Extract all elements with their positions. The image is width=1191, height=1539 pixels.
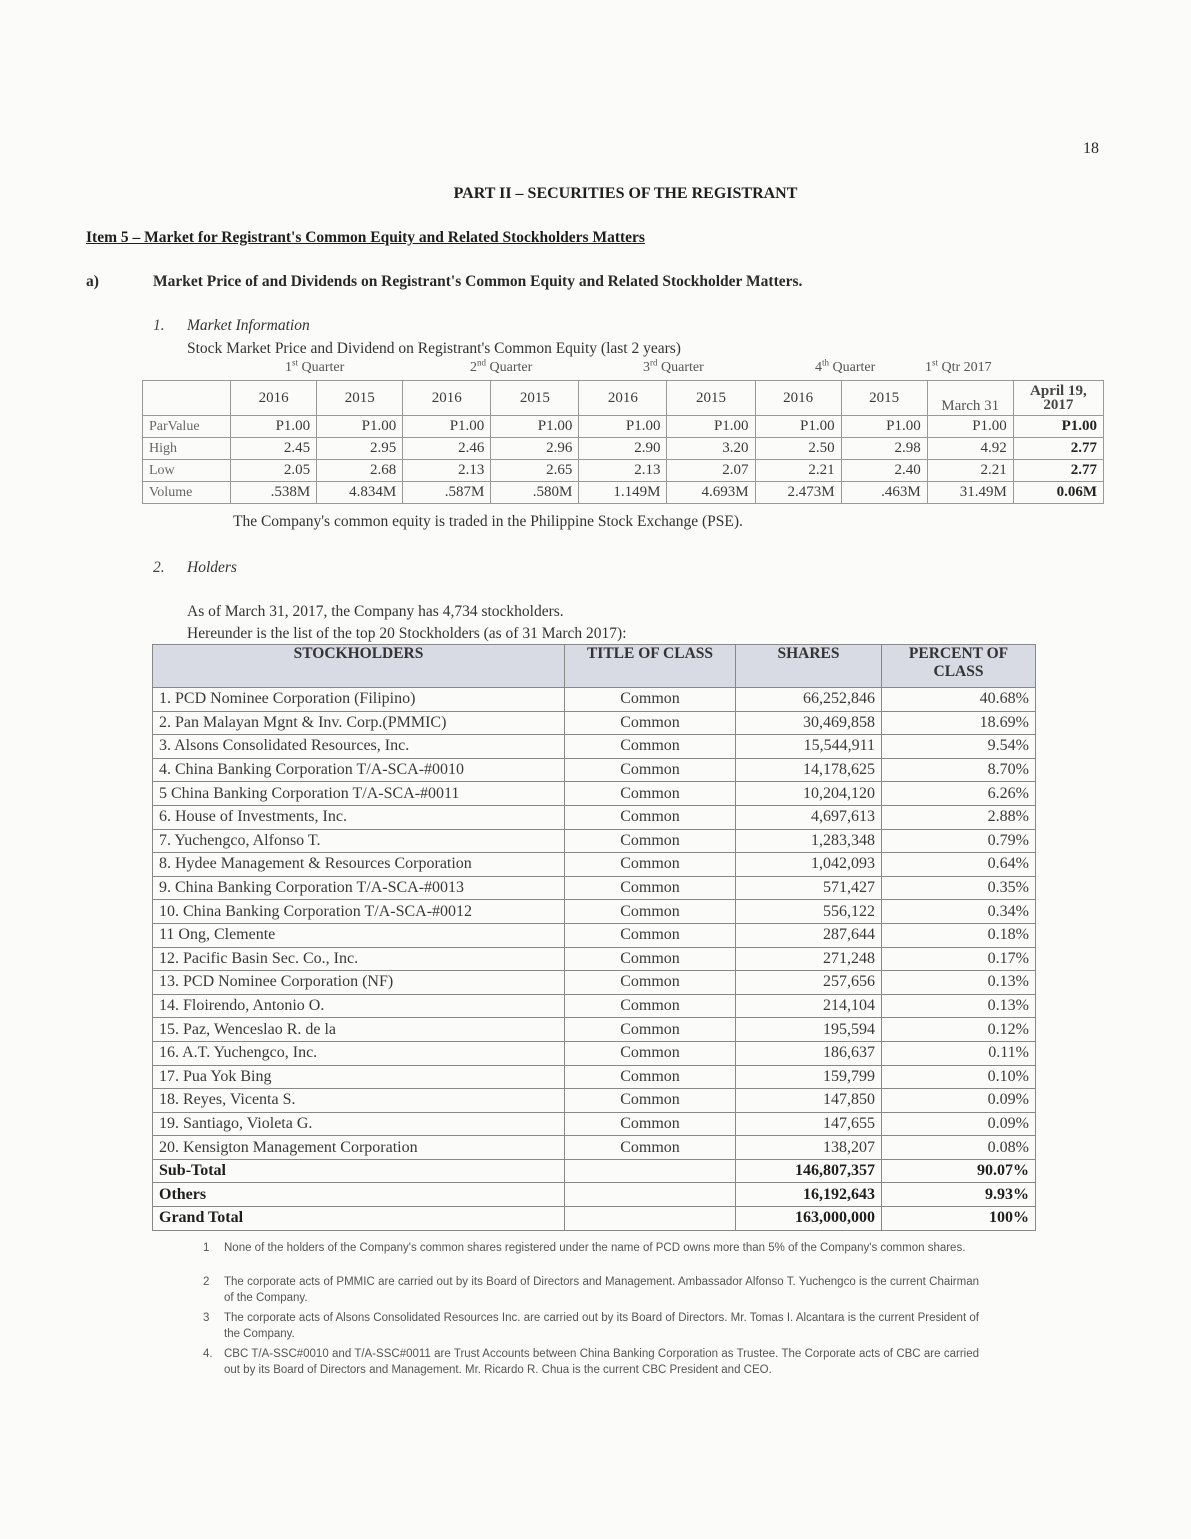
footnote-number: 4. bbox=[203, 1348, 213, 1360]
table-row bbox=[153, 735, 1036, 759]
table-cell: P1.00 bbox=[667, 416, 755, 438]
table-row bbox=[153, 900, 1036, 924]
table-row bbox=[153, 971, 1036, 995]
market-row-volume bbox=[143, 482, 1104, 504]
table-cell: 2.05 bbox=[231, 460, 317, 482]
footnote bbox=[203, 1274, 979, 1306]
table-cell: 7. Yuchengco, Alfonso T. bbox=[153, 829, 565, 853]
table-cell: Common bbox=[565, 735, 736, 759]
table-cell: Others bbox=[153, 1183, 565, 1207]
row-label: Low bbox=[143, 460, 231, 482]
table-row bbox=[153, 829, 1036, 853]
table-cell: 1.149M bbox=[579, 482, 667, 504]
table-cell: 2.50 bbox=[755, 438, 841, 460]
table-cell: 147,850 bbox=[736, 1089, 882, 1113]
table-cell: Common bbox=[565, 782, 736, 806]
column-header: TITLE OF CLASS bbox=[565, 645, 736, 688]
table-cell: 66,252,846 bbox=[736, 688, 882, 712]
table-cell: 2.96 bbox=[491, 438, 579, 460]
table-cell: .538M bbox=[231, 482, 317, 504]
quarter-heading: 4th Quarter bbox=[815, 357, 876, 375]
column-header: 2016 bbox=[231, 381, 317, 416]
table-cell: 556,122 bbox=[736, 900, 882, 924]
column-header: April 19, 2017 bbox=[1013, 381, 1103, 416]
table-cell: 4.834M bbox=[317, 482, 403, 504]
table-cell: 257,656 bbox=[736, 971, 882, 995]
table-cell: P1.00 bbox=[317, 416, 403, 438]
footnote-text: The corporate acts of PMMIC are carried out by its Board of Directors and Management. Ambassador Alfonso T. Yuchengco is the current Chairman of the Company. bbox=[224, 1276, 979, 1304]
table-row bbox=[153, 805, 1036, 829]
table-cell: Common bbox=[565, 805, 736, 829]
table-cell: P1.00 bbox=[841, 416, 927, 438]
table-cell: 0.13% bbox=[882, 994, 1036, 1018]
table-cell: Common bbox=[565, 853, 736, 877]
footnote-text: The corporate acts of Alsons Consolidated Resources Inc. are carried out by its Board of Directors. Mr. Tomas I. Alcantara is the current President of the Company. bbox=[224, 1312, 979, 1340]
table-cell: 0.79% bbox=[882, 829, 1036, 853]
market-row-high bbox=[143, 438, 1104, 460]
page-number: 18 bbox=[1083, 140, 1099, 157]
table-cell: P1.00 bbox=[927, 416, 1013, 438]
section-a-label: a) bbox=[86, 273, 99, 290]
table-cell: 2.473M bbox=[755, 482, 841, 504]
table-cell: 6. House of Investments, Inc. bbox=[153, 805, 565, 829]
table-cell: 2.88% bbox=[882, 805, 1036, 829]
holders-list-caption: Hereunder is the list of the top 20 Stockholders (as of 31 March 2017): bbox=[187, 625, 627, 642]
holders-title: Holders bbox=[187, 559, 237, 576]
table-cell: 287,644 bbox=[736, 923, 882, 947]
table-cell: 20. Kensigton Management Corporation bbox=[153, 1136, 565, 1160]
table-cell: Grand Total bbox=[153, 1207, 565, 1231]
column-header: 2015 bbox=[317, 381, 403, 416]
table-row bbox=[153, 1089, 1036, 1113]
table-row bbox=[153, 1065, 1036, 1089]
table-cell: 271,248 bbox=[736, 947, 882, 971]
table-cell: 2.07 bbox=[667, 460, 755, 482]
table-cell: 2.13 bbox=[579, 460, 667, 482]
table-cell: 2. Pan Malayan Mgnt & Inv. Corp.(PMMIC) bbox=[153, 711, 565, 735]
footnote-number: 1 bbox=[203, 1242, 210, 1254]
market-price-table bbox=[142, 380, 1104, 504]
table-cell: P1.00 bbox=[755, 416, 841, 438]
table-cell: 146,807,357 bbox=[736, 1159, 882, 1183]
table-cell: 9. China Banking Corporation T/A-SCA-#0013 bbox=[153, 876, 565, 900]
table-cell: 4. China Banking Corporation T/A-SCA-#0010 bbox=[153, 758, 565, 782]
empty-cell bbox=[565, 1207, 736, 1231]
total-row bbox=[153, 1207, 1036, 1231]
table-cell: 2.40 bbox=[841, 460, 927, 482]
table-cell: 4,697,613 bbox=[736, 805, 882, 829]
table-cell: 2.21 bbox=[927, 460, 1013, 482]
table-row bbox=[153, 711, 1036, 735]
footnote-text: CBC T/A-SSC#0010 and T/A-SSC#0011 are Trust Accounts between China Banking Corporation as Trustee. The Corporate acts of CBC are carried out by its Board of Directors and Management. Mr. Ricardo R. Chua is the current CBC President and CEO. bbox=[224, 1348, 979, 1376]
table-cell: 10,204,120 bbox=[736, 782, 882, 806]
table-cell: 16. A.T. Yuchengco, Inc. bbox=[153, 1041, 565, 1065]
table-cell: 163,000,000 bbox=[736, 1207, 882, 1231]
table-cell: 1,042,093 bbox=[736, 853, 882, 877]
table-cell: 0.09% bbox=[882, 1112, 1036, 1136]
table-row bbox=[153, 923, 1036, 947]
table-cell: Common bbox=[565, 947, 736, 971]
quarter-heading: 1st Quarter bbox=[285, 357, 345, 375]
column-header: 2015 bbox=[491, 381, 579, 416]
table-cell: Common bbox=[565, 900, 736, 924]
table-cell: Common bbox=[565, 1065, 736, 1089]
empty-cell bbox=[565, 1183, 736, 1207]
table-cell: 14. Floirendo, Antonio O. bbox=[153, 994, 565, 1018]
table-cell: 40.68% bbox=[882, 688, 1036, 712]
table-cell: 19. Santiago, Violeta G. bbox=[153, 1112, 565, 1136]
footnote bbox=[203, 1310, 979, 1342]
table-row bbox=[153, 853, 1036, 877]
table-cell: Common bbox=[565, 1018, 736, 1042]
section-a-title: Market Price of and Dividends on Registrant's Common Equity and Related Stockholder Matters. bbox=[153, 273, 803, 290]
table-cell: P1.00 bbox=[491, 416, 579, 438]
footnote-number: 2 bbox=[203, 1276, 210, 1288]
table-cell: Common bbox=[565, 829, 736, 853]
table-cell: 16,192,643 bbox=[736, 1183, 882, 1207]
table-cell: Common bbox=[565, 1089, 736, 1113]
table-cell: Common bbox=[565, 923, 736, 947]
table-cell: 6.26% bbox=[882, 782, 1036, 806]
table-cell: 5 China Banking Corporation T/A-SCA-#0011 bbox=[153, 782, 565, 806]
table-cell: .587M bbox=[403, 482, 491, 504]
table-cell: Common bbox=[565, 876, 736, 900]
table-cell: 4.92 bbox=[927, 438, 1013, 460]
holders-number: 2. bbox=[153, 559, 165, 576]
table-cell: 14,178,625 bbox=[736, 758, 882, 782]
table-cell: 0.11% bbox=[882, 1041, 1036, 1065]
quarter-heading: 3rd Quarter bbox=[643, 357, 704, 375]
table-cell: 0.09% bbox=[882, 1089, 1036, 1113]
pse-note: The Company's common equity is traded in the Philippine Stock Exchange (PSE). bbox=[233, 513, 743, 530]
table-cell: P1.00 bbox=[231, 416, 317, 438]
table-row bbox=[153, 1018, 1036, 1042]
table-cell: 9.93% bbox=[882, 1183, 1036, 1207]
table-row bbox=[153, 947, 1036, 971]
table-cell: Common bbox=[565, 1112, 736, 1136]
table-cell: 186,637 bbox=[736, 1041, 882, 1065]
table-row bbox=[153, 1136, 1036, 1160]
table-cell: 0.08% bbox=[882, 1136, 1036, 1160]
column-header: 2016 bbox=[403, 381, 491, 416]
footnote bbox=[203, 1346, 979, 1378]
table-cell: P1.00 bbox=[403, 416, 491, 438]
table-cell: 30,469,858 bbox=[736, 711, 882, 735]
market-info-number: 1. bbox=[153, 317, 165, 334]
table-cell: .463M bbox=[841, 482, 927, 504]
table-cell: 9.54% bbox=[882, 735, 1036, 759]
table-cell: 11 Ong, Clemente bbox=[153, 923, 565, 947]
column-header: STOCKHOLDERS bbox=[153, 645, 565, 688]
table-row bbox=[153, 758, 1036, 782]
table-cell: 2.21 bbox=[755, 460, 841, 482]
table-cell: 2.77 bbox=[1013, 438, 1103, 460]
table-row bbox=[153, 782, 1036, 806]
column-header: 2016 bbox=[755, 381, 841, 416]
table-cell: 0.35% bbox=[882, 876, 1036, 900]
table-cell: 2.77 bbox=[1013, 460, 1103, 482]
table-cell: Sub-Total bbox=[153, 1159, 565, 1183]
table-cell: 571,427 bbox=[736, 876, 882, 900]
table-cell: 2.98 bbox=[841, 438, 927, 460]
table-row bbox=[153, 1041, 1036, 1065]
table-cell: Common bbox=[565, 1041, 736, 1065]
table-row bbox=[153, 994, 1036, 1018]
table-cell: 2.68 bbox=[317, 460, 403, 482]
quarter-heading: 2nd Quarter bbox=[470, 357, 533, 375]
quarter-heading: 1st Qtr 2017 bbox=[925, 357, 992, 375]
column-header: 2015 bbox=[841, 381, 927, 416]
table-cell: 2.95 bbox=[317, 438, 403, 460]
table-cell: 0.18% bbox=[882, 923, 1036, 947]
table-row bbox=[153, 876, 1036, 900]
table-cell: 0.64% bbox=[882, 853, 1036, 877]
table-cell: 12. Pacific Basin Sec. Co., Inc. bbox=[153, 947, 565, 971]
column-header: 2015 bbox=[667, 381, 755, 416]
corner-cell bbox=[143, 381, 231, 416]
table-cell: 0.10% bbox=[882, 1065, 1036, 1089]
table-row bbox=[153, 688, 1036, 712]
table-cell: 2.65 bbox=[491, 460, 579, 482]
market-info-title: Market Information bbox=[187, 317, 310, 334]
table-cell: 0.34% bbox=[882, 900, 1036, 924]
table-cell: 15. Paz, Wenceslao R. de la bbox=[153, 1018, 565, 1042]
table-cell: 2.13 bbox=[403, 460, 491, 482]
table-cell: 214,104 bbox=[736, 994, 882, 1018]
table-cell: Common bbox=[565, 994, 736, 1018]
holders-intro: As of March 31, 2017, the Company has 4,734 stockholders. bbox=[187, 603, 564, 620]
stockholders-table bbox=[152, 644, 1036, 1231]
table-cell: 138,207 bbox=[736, 1136, 882, 1160]
table-cell: 2.45 bbox=[231, 438, 317, 460]
table-cell: 0.06M bbox=[1013, 482, 1103, 504]
table-cell: 4.693M bbox=[667, 482, 755, 504]
table-cell: Common bbox=[565, 711, 736, 735]
table-cell: 100% bbox=[882, 1207, 1036, 1231]
table-cell: 13. PCD Nominee Corporation (NF) bbox=[153, 971, 565, 995]
table-cell: 195,594 bbox=[736, 1018, 882, 1042]
item-title: Item 5 – Market for Registrant's Common Equity and Related Stockholders Matters bbox=[86, 229, 645, 246]
table-row bbox=[153, 1112, 1036, 1136]
table-cell: 18.69% bbox=[882, 711, 1036, 735]
table-cell: 0.12% bbox=[882, 1018, 1036, 1042]
total-row bbox=[153, 1159, 1036, 1183]
column-header: March 31 bbox=[927, 381, 1013, 416]
table-cell: 147,655 bbox=[736, 1112, 882, 1136]
table-cell: 10. China Banking Corporation T/A-SCA-#0012 bbox=[153, 900, 565, 924]
table-cell: 15,544,911 bbox=[736, 735, 882, 759]
total-row bbox=[153, 1183, 1036, 1207]
row-label: High bbox=[143, 438, 231, 460]
table-cell: Common bbox=[565, 688, 736, 712]
table-cell: Common bbox=[565, 1136, 736, 1160]
market-row-low bbox=[143, 460, 1104, 482]
stockholders-header-row bbox=[153, 645, 1036, 688]
footnote-text: None of the holders of the Company's common shares registered under the name of PCD owns more than 5% of the Company's common shares. bbox=[224, 1242, 966, 1254]
table-cell: .580M bbox=[491, 482, 579, 504]
table-cell: 2.46 bbox=[403, 438, 491, 460]
market-info-caption: Stock Market Price and Dividend on Registrant's Common Equity (last 2 years) bbox=[187, 340, 681, 357]
column-header: 2016 bbox=[579, 381, 667, 416]
table-cell: 3.20 bbox=[667, 438, 755, 460]
table-cell: 159,799 bbox=[736, 1065, 882, 1089]
table-cell: 0.13% bbox=[882, 971, 1036, 995]
table-cell: P1.00 bbox=[579, 416, 667, 438]
table-cell: 18. Reyes, Vicenta S. bbox=[153, 1089, 565, 1113]
table-cell: 8. Hydee Management & Resources Corporation bbox=[153, 853, 565, 877]
table-cell: 2.90 bbox=[579, 438, 667, 460]
table-cell: Common bbox=[565, 758, 736, 782]
table-cell: P1.00 bbox=[1013, 416, 1103, 438]
table-cell: 1,283,348 bbox=[736, 829, 882, 853]
market-header-row bbox=[143, 381, 1104, 416]
table-cell: 90.07% bbox=[882, 1159, 1036, 1183]
footnote-number: 3 bbox=[203, 1312, 210, 1324]
row-label: Volume bbox=[143, 482, 231, 504]
column-header: PERCENT OF CLASS bbox=[882, 645, 1036, 688]
table-cell: 1. PCD Nominee Corporation (Filipino) bbox=[153, 688, 565, 712]
market-row-parvalue bbox=[143, 416, 1104, 438]
column-header: SHARES bbox=[736, 645, 882, 688]
table-cell: 3. Alsons Consolidated Resources, Inc. bbox=[153, 735, 565, 759]
empty-cell bbox=[565, 1159, 736, 1183]
table-cell: 31.49M bbox=[927, 482, 1013, 504]
table-cell: 17. Pua Yok Bing bbox=[153, 1065, 565, 1089]
table-cell: Common bbox=[565, 971, 736, 995]
row-label: ParValue bbox=[143, 416, 231, 438]
table-cell: 8.70% bbox=[882, 758, 1036, 782]
table-cell: 0.17% bbox=[882, 947, 1036, 971]
footnote bbox=[203, 1240, 979, 1256]
part-title: PART II – SECURITIES OF THE REGISTRANT bbox=[453, 185, 798, 202]
